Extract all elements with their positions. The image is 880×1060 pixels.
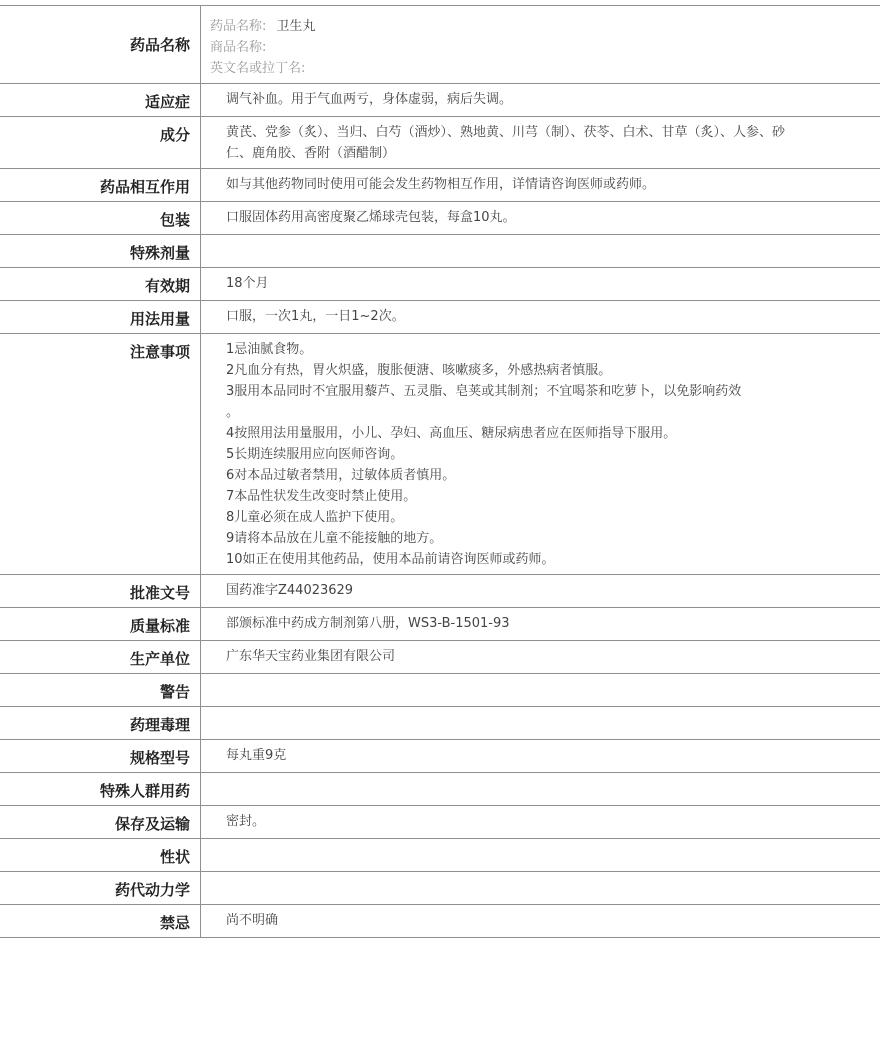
- row-value: 密封。: [200, 806, 880, 838]
- row-value: 18个月: [200, 268, 880, 300]
- generic-name-value: 卫生丸: [276, 19, 316, 34]
- row-label: 有效期: [144, 277, 190, 295]
- names-cell: [200, 6, 880, 83]
- row-label: 包装: [159, 211, 190, 229]
- precaution-item: 2凡血分有热，胃火炽盛，腹胀便溏、咳嗽痰多，外感热病者慎服。: [226, 363, 612, 378]
- row-value: 调气补血。用于气血两亏，身体虚弱，病后失调。: [200, 84, 880, 116]
- row-value: 口服，一次1丸，一日1~2次。: [200, 301, 880, 333]
- row-label: 保存及运输: [114, 815, 190, 833]
- row-label: 适应症: [144, 93, 190, 111]
- precaution-item: 3服用本品同时不宜服用藜芦、五灵脂、皂荚或其制剂；不宜喝茶和吃萝卜，以免影响药效: [226, 384, 742, 399]
- row-value: [200, 872, 880, 904]
- latin-name-key: 英文名或拉丁名:: [210, 61, 306, 76]
- row-value: 黄芪、党参（炙）、当归、白芍（酒炒）、熟地黄、川芎（制）、茯苓、白术、甘草（炙）、人参、砂仁、鹿角胶、香附（酒醋制）: [200, 117, 880, 168]
- row-value: [200, 839, 880, 871]
- row-interactions: [0, 168, 880, 201]
- row-character: [0, 838, 880, 871]
- row-value: 国药准字Z44023629: [200, 575, 880, 607]
- row-label: 批准文号: [129, 584, 190, 602]
- row-packaging: [0, 201, 880, 234]
- latin-name-line: [210, 58, 790, 79]
- precaution-item: 6对本品过敏者禁用，过敏体质者慎用。: [226, 468, 456, 483]
- row-label: 药品名称: [129, 36, 190, 54]
- row-value: [200, 674, 880, 706]
- row-value: 口服固体药用高密度聚乙烯球壳包装，每盒10丸。: [200, 202, 880, 234]
- precautions-list: [200, 334, 880, 574]
- row-label: 特殊人群用药: [99, 782, 190, 800]
- row-value: 如与其他药物同时使用可能会发生药物相互作用，详情请咨询医师或药师。: [200, 169, 880, 201]
- precaution-item: 9请将本品放在儿童不能接触的地方。: [226, 531, 443, 546]
- row-drug-names: [0, 5, 880, 83]
- row-ingredients: [0, 116, 880, 168]
- precaution-item: 7本品性状发生改变时禁止使用。: [226, 489, 417, 504]
- row-special-groups: [0, 772, 880, 805]
- row-toxicology: [0, 706, 880, 739]
- row-shelf-life: [0, 267, 880, 300]
- row-contraindications: [0, 904, 880, 938]
- row-label: 生产单位: [129, 650, 190, 668]
- row-pharmacokinetics: [0, 871, 880, 904]
- row-storage: [0, 805, 880, 838]
- row-value: [200, 235, 880, 267]
- row-value: 尚不明确: [200, 905, 880, 937]
- precaution-item: 4按照用法用量服用，小儿、孕妇、高血压、糖尿病患者应在医师指导下服用。: [226, 426, 677, 441]
- row-precautions: [0, 333, 880, 574]
- row-label: 药代动力学: [114, 881, 190, 899]
- row-value: [200, 707, 880, 739]
- precaution-item: 1忌油腻食物。: [226, 342, 313, 357]
- row-value: [200, 773, 880, 805]
- row-label: 特殊剂量: [129, 244, 190, 262]
- row-value: 部颁标准中药成方制剂第八册，WS3-B-1501-93: [200, 608, 880, 640]
- row-label: 警告: [159, 683, 190, 701]
- precaution-item: 10如正在使用其他药品，使用本品前请咨询医师或药师。: [226, 552, 555, 567]
- generic-name-key: 药品名称:: [210, 19, 267, 34]
- row-specification: [0, 739, 880, 772]
- row-special-dosage: [0, 234, 880, 267]
- row-label: 用法用量: [129, 310, 190, 328]
- row-label: 质量标准: [129, 617, 190, 635]
- precaution-item: 8儿童必须在成人监护下使用。: [226, 510, 404, 525]
- row-label: 禁忌: [159, 914, 190, 932]
- row-approval-number: [0, 574, 880, 607]
- trade-name-line: [210, 37, 790, 58]
- precaution-item: 5长期连续服用应向医师咨询。: [226, 447, 404, 462]
- generic-name-line: [210, 16, 790, 37]
- row-value: 每丸重9克: [200, 740, 880, 772]
- trade-name-key: 商品名称:: [210, 40, 267, 55]
- row-usage: [0, 300, 880, 333]
- row-quality-standard: [0, 607, 880, 640]
- row-label: 成分: [159, 126, 190, 144]
- row-label: 规格型号: [129, 749, 190, 767]
- row-label: 药品相互作用: [99, 178, 190, 196]
- row-value: 广东华天宝药业集团有限公司: [200, 641, 880, 673]
- row-label: 药理毒理: [129, 716, 190, 734]
- drug-spec-table: [0, 5, 880, 938]
- row-manufacturer: [0, 640, 880, 673]
- row-label: 性状: [159, 848, 190, 866]
- row-label: 注意事项: [129, 343, 190, 361]
- row-indication: [0, 83, 880, 116]
- row-warning: [0, 673, 880, 706]
- precaution-item: 。: [226, 405, 240, 420]
